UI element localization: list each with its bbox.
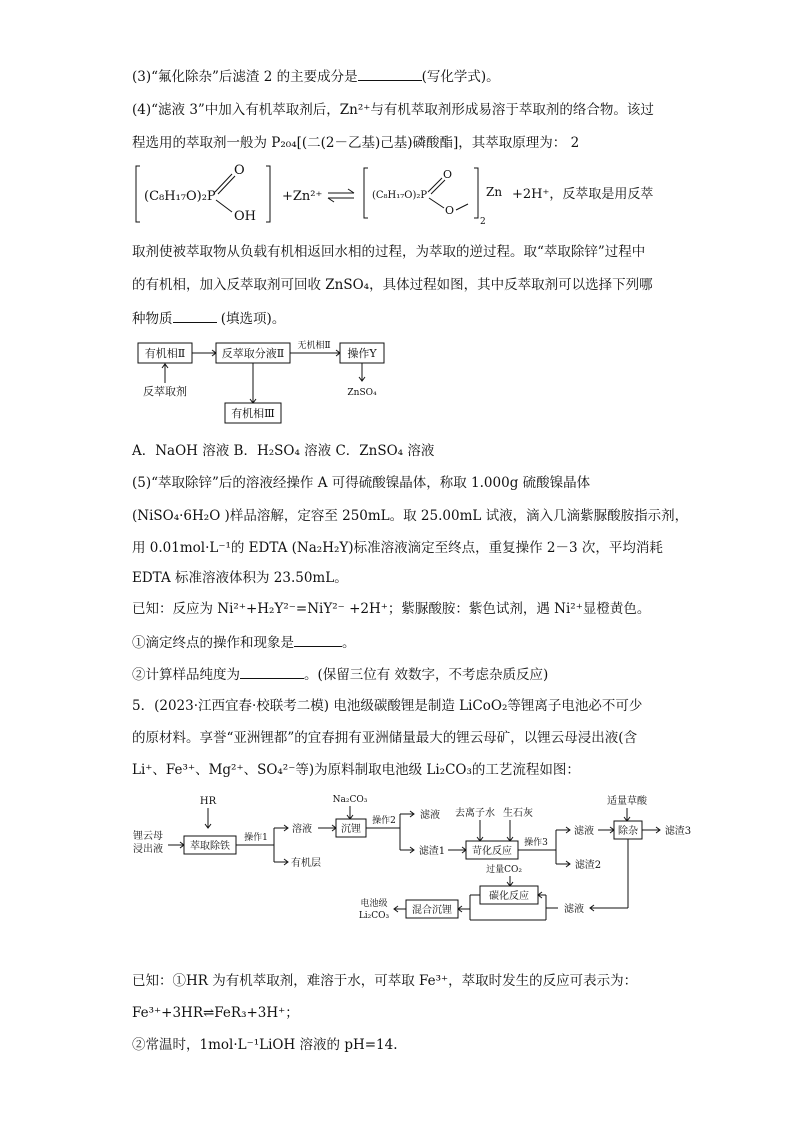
pf-box-impurity-removal-label: 除杂 [618, 826, 638, 837]
q5-line-4: EDTA 标准溶液体积为 23.50mL。 [132, 570, 348, 586]
flow-inorganic-label: 无机相Ⅱ [297, 341, 331, 351]
pf-product-1: 电池级 [360, 899, 388, 909]
p5-line-1: 5．(2023·江西宜春·校联考二模) 电池级碳酸锂是制造 LiCoO₂等锂离子电池必不可少 [132, 698, 643, 714]
flow-znso4-label: ZnSO₄ [347, 388, 377, 398]
p5-known-2: Fe³⁺+3HR⇌FeR₃+3H⁺； [132, 1005, 299, 1021]
q5-sub1 [132, 632, 356, 652]
pf-deionized-water: 去离子水 [455, 808, 495, 819]
eq-left-o: O [234, 163, 245, 178]
pf-filtrate-3: 滤液 [564, 904, 584, 915]
q4-line-4: 的有机相，加入反萃取剂可回收 ZnSO₄，具体过程如图，其中反萃取剂可以选择下列哪 [132, 277, 653, 293]
p5-line-2: 的原材料。享誉“亚洲锂都”的宜春拥有亚洲储量最大的锂云母矿，以锂云母浸出液(含 [132, 730, 638, 746]
pf-box-causticization-label: 苛化反应 [472, 846, 512, 857]
q3-answer-blank[interactable] [358, 66, 422, 81]
pf-feed-2: 浸出液 [133, 844, 163, 855]
flow-box-organic-2-label: 有机相Ⅱ [144, 347, 186, 360]
q3-line [132, 66, 500, 86]
q4-text: 种物质 [132, 311, 173, 327]
p5-line-3: Li⁺、Fe³⁺、Mg²⁺、SO₄²⁻等)为原料制取电池级 Li₂CO₃的工艺流程如图： [132, 762, 580, 778]
q4-line-5 [132, 308, 285, 328]
pf-op2: 操作2 [372, 816, 396, 826]
q5-sub2-text: ②计算样品纯度为 [132, 667, 240, 683]
p5-known-1: 已知：①HR 为有机萃取剂，难溶于水，可萃取 Fe³⁺，萃取时发生的反应可表示为： [132, 973, 638, 989]
pf-quicklime: 生石灰 [503, 808, 533, 819]
q5-line-5: 已知：反应为 Ni²⁺+H₂Y²⁻=NiY²⁻ +2H⁺；紫脲酸胺：紫色试剂，遇 Ni²⁺显橙黄色。 [132, 601, 651, 617]
eq-plus-zn: +Zn²⁺ [282, 189, 323, 204]
li2co3-process-flow [130, 790, 700, 940]
eq-right-o2: O [445, 204, 455, 217]
flow-box-back-extraction-label: 反萃取分液Ⅱ [221, 347, 285, 360]
q5-sub2-end: 。(保留三位有 效数字，不考虑杂质反应) [304, 667, 549, 683]
eq-zn: Zn [486, 185, 503, 199]
q5-sub1-end: 。 [342, 635, 356, 651]
pf-op1: 操作1 [244, 833, 268, 843]
flow-reagent-label: 反萃取剂 [143, 385, 187, 398]
extraction-equation [130, 160, 670, 230]
pf-oxalic-acid: 适量草酸 [607, 796, 647, 807]
pf-product-2: Li₂CO₃ [358, 911, 390, 921]
eq-subscript-2: 2 [480, 217, 486, 227]
q4-answer-blank[interactable] [173, 308, 217, 323]
q4-line-1: (4)“滤液 3”中加入有机萃取剂后，Zn²⁺与有机萃取剂形成易溶于萃取剂的络合物。该过 [132, 102, 654, 118]
q3-text: (3)“氟化除杂”后滤渣 2 的主要成分是 [132, 69, 358, 85]
pf-na2co3: Na₂CO₃ [332, 795, 368, 805]
q5-line-3: 用 0.01mol·L⁻¹的 EDTA (Na₂H₂Y)标准溶液滴定至终点，重复操作 2－3 次，平均消耗 [132, 540, 663, 556]
pf-box-extract-iron-label: 萃取除铁 [190, 841, 230, 852]
pf-co2: 过量CO₂ [486, 865, 522, 875]
pf-feed-1: 锂云母 [133, 831, 163, 842]
pf-organic-layer: 有机层 [291, 858, 321, 869]
eq-tail: +2H⁺，反萃取是用反萃 [512, 187, 654, 202]
q5-sub2 [132, 664, 548, 684]
pf-residue-2: 滤渣2 [574, 860, 602, 871]
pf-residue-3: 滤渣3 [664, 826, 692, 837]
flow-box-operation-y-label: 操作Y [347, 347, 377, 360]
q5-line-1: (5)“萃取除锌”后的溶液经操作 A 可得硫酸镍晶体，称取 1.000g 硫酸镍晶体 [132, 475, 591, 491]
p5-known-3: ②常温时，1mol·L⁻¹LiOH 溶液的 pH=14. [132, 1037, 398, 1053]
q5-sub2-blank[interactable] [240, 664, 304, 679]
q4-line-3: 取剂使被萃取物从负载有机相返回水相的过程，为萃取的逆过程。取“萃取除锌”过程中 [132, 244, 646, 260]
q5-sub1-blank[interactable] [294, 632, 342, 647]
q3-text-end: (写化学式)。 [421, 69, 500, 85]
eq-left-oh: OH [234, 209, 256, 224]
q4-text-end: (填选项)。 [216, 311, 286, 327]
pf-box-carbonation-label: 碳化反应 [489, 891, 529, 902]
pf-solution: 溶液 [292, 824, 312, 835]
flow-box-organic-3-label: 有机相Ⅲ [231, 407, 275, 420]
eq-right-o: O [443, 168, 453, 181]
eq-right-formula: (C₈H₁₇O)₂P [372, 190, 428, 201]
pf-residue-1: 滤渣1 [418, 846, 446, 857]
q5-sub1-text: ①滴定终点的操作和现象是 [132, 635, 294, 651]
pf-filtrate: 滤液 [420, 810, 440, 821]
q5-line-2: (NiSO₄·6H₂O )样品溶解，定容至 250mL。取 25.00mL 试液，滴入几滴紫脲酸胺指示剂， [132, 508, 689, 524]
back-extraction-flow [130, 337, 400, 429]
pf-filtrate-2: 滤液 [574, 826, 594, 837]
pf-box-mixed-precipitation-label: 混合沉锂 [412, 905, 452, 916]
pf-hr: HR [199, 796, 217, 807]
eq-left-formula: (C₈H₁₇O)₂P [144, 189, 216, 204]
pf-box-precipitate-label: 沉锂 [341, 824, 361, 835]
pf-op3: 操作3 [524, 838, 548, 848]
q4-options: A．NaOH 溶液 B．H₂SO₄ 溶液 C．ZnSO₄ 溶液 [132, 443, 435, 459]
q4-line-2: 程选用的萃取剂一般为 P₂₀₄[(二(2－乙基)己基)磷酸酯]，其萃取原理为： 2 [132, 135, 580, 151]
